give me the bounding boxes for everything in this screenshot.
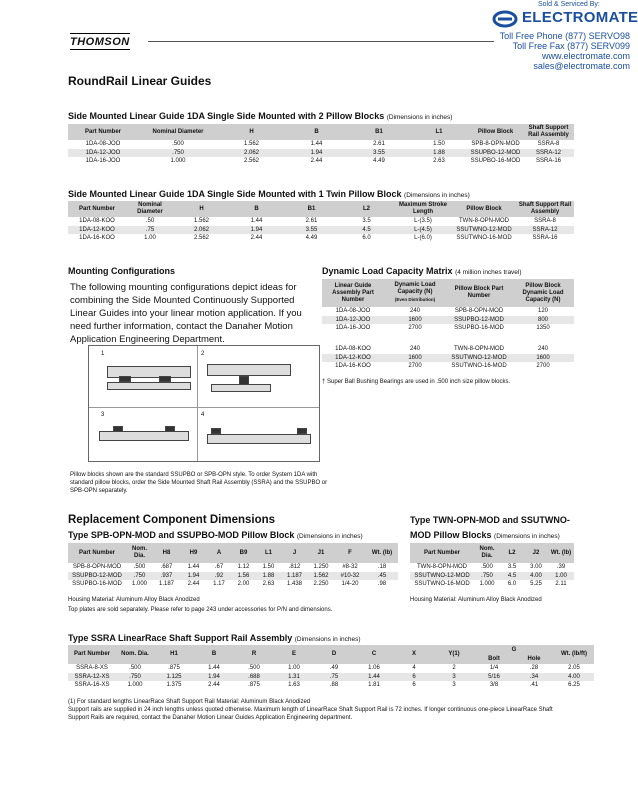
table-cell: 1.06 [368, 665, 380, 671]
table-cell: 2700 [408, 325, 422, 331]
column-header: Pillow Block Dynamic Load Capacity (N) [512, 279, 574, 307]
table-cell: 6.0 [507, 581, 517, 587]
table-cell: 1.17 [213, 581, 225, 587]
table-cell: .88 [329, 682, 339, 688]
table-cell: 1DA-08-JOO [85, 141, 121, 147]
column-header: F [334, 543, 366, 563]
table-row [68, 563, 398, 572]
table-cell: 1DA-12-KOO [322, 354, 384, 363]
table-cell: 6.0 [362, 235, 371, 241]
table-cell: 1.94 [285, 149, 348, 158]
table-cell: 3.5 [362, 218, 371, 224]
column-header: H8 [153, 543, 180, 563]
config-sketch [113, 426, 123, 432]
column-header: X [394, 645, 434, 664]
table-cell: 2.61 [373, 141, 385, 147]
table-header-row [68, 645, 594, 655]
column-header: J2 [524, 543, 548, 563]
twin-subtitle: MOD Pillow Blocks (Dimensions in inches) [410, 530, 560, 540]
housing-note: Housing Material: Aluminum Alloy Black Anodized [68, 597, 200, 603]
table-cell: .687 [160, 564, 173, 570]
electromate-swirl-icon [492, 9, 518, 29]
table-cell: 1.250 [313, 564, 329, 570]
table-cell: 1.44 [354, 673, 394, 682]
ssra-title: Type SSRA LinearRace Shaft Support Rail Assembly (Dimensions in inches) [68, 633, 361, 643]
table-cell: 1.125 [154, 673, 194, 682]
table-cell: 2.562 [193, 235, 209, 241]
table-cell: .67 [214, 564, 224, 570]
table-cell: .750 [126, 572, 153, 581]
table-cell: 4 [412, 665, 416, 671]
table-cell: 3.5 [507, 564, 517, 570]
table-row [68, 572, 398, 581]
table-cell: 4.5 [500, 572, 524, 581]
column-header: B1 [348, 124, 410, 140]
table-cell: .18 [377, 564, 387, 570]
table-cell: 1/4 [489, 665, 499, 671]
table-row [322, 345, 574, 354]
table-cell: 1.12 [237, 564, 250, 570]
column-header: Nom. Dia. [116, 645, 154, 664]
thomson-logo: THOMSON [70, 36, 130, 48]
table-row [68, 664, 594, 673]
replacement-title: Replacement Component Dimensions [68, 514, 276, 526]
table-cell: SSUPBO-12-MOD [446, 316, 512, 325]
table-cell: 1.000 [170, 158, 186, 164]
table-cell: 1.88 [410, 149, 468, 158]
config-sketch [211, 428, 221, 434]
column-header: H1 [154, 645, 194, 664]
table-cell: SSUTWNO-16-MOD [414, 581, 470, 587]
table-cell: 120 [537, 308, 548, 314]
ssra-table [68, 645, 594, 690]
table-cell: 1600 [384, 316, 446, 325]
table-cell: 4.00 [524, 572, 548, 581]
table-cell: 2.250 [313, 581, 329, 587]
table-cell: .50 [145, 218, 155, 224]
table-cell: 1.81 [368, 682, 380, 688]
table-cell: SSRA-12 [523, 149, 574, 158]
config-label: 4 [201, 412, 205, 418]
table-cell: SSUTWNO-12-MOD [452, 226, 516, 235]
column-header: Pillow Block Part Number [446, 279, 512, 307]
table-cell: 2.63 [433, 158, 445, 164]
page-title: RoundRail Linear Guides [68, 74, 212, 88]
table-row [322, 324, 574, 333]
column-header: H [218, 124, 285, 140]
config-sketch [207, 434, 311, 444]
twin-table [410, 543, 574, 589]
config-sketch [211, 384, 271, 392]
ssra-footnote-1: (1) For standard lengths LinearRace Shaft Support Rail Material: Aluminum Black Anodized [68, 699, 311, 705]
dynamic-title: Dynamic Load Capacity Matrix (4 million inches travel) [322, 266, 522, 276]
table-cell: 1DA-16-KOO [79, 235, 115, 241]
table-cell: 1DA-12-KOO [68, 226, 126, 235]
config-sketch [207, 364, 291, 376]
dynamic-footnote: † Super Ball Bushing Bearings are used in .500 inch size pillow blocks. [322, 379, 511, 385]
ssra-footnote-2: Support rails are supplied in 24 inch lengths unless quoted otherwise. Maximum length of LinearRace Shaft Support Rail is 72 inches. If longer continuous one-piece LinearRace Shaft Support Rails are required, contact the Danaher Motion Linear Guides Application Engineering department. [68, 707, 553, 721]
table-cell: SSRA-12 [516, 226, 574, 235]
table-cell: 1.50 [433, 141, 445, 147]
table-cell: 2.05 [568, 665, 580, 671]
mounting-caption: Pillow blocks shown are the standard SSUPBO or SPB-OPN style. To order System 1DA with standard pillow blocks, order the Side Mounted Shaft Rail Assembly (SSRA) and the SSUPBO or SPB-OPN separately. [70, 472, 328, 494]
fax-text: Toll Free Fax (877) SERV099 [512, 41, 630, 51]
config-sketch [297, 428, 307, 434]
column-header: Bolt [474, 655, 514, 664]
column-header: R [234, 645, 274, 664]
table-cell: .688 [234, 673, 274, 682]
mounting-title: Mounting Configurations [68, 266, 175, 276]
column-header: J [281, 543, 308, 563]
table-cell: 240 [409, 346, 420, 352]
electromate-logo [492, 9, 638, 29]
table-cell: 1DA-12-JOO [322, 316, 384, 325]
table-cell: 1.94 [194, 673, 234, 682]
table-cell: 3.00 [530, 564, 542, 570]
table-cell: .500 [481, 564, 493, 570]
table-cell: 1600 [384, 354, 446, 363]
table-cell: 1.000 [131, 581, 147, 587]
column-header: G [474, 645, 554, 655]
table-cell: .49 [329, 665, 339, 671]
table-cell: .41 [529, 682, 539, 688]
table-header-row [68, 543, 398, 563]
table-cell: 1DA-16-JOO [335, 325, 371, 331]
table-cell: .937 [153, 572, 180, 581]
table-row [322, 307, 574, 316]
config-sketch [107, 382, 191, 390]
dynamic-table [322, 279, 574, 333]
table-cell: .750 [138, 149, 218, 158]
table-cell: 1.88 [256, 572, 281, 581]
table-header-row [322, 279, 574, 307]
table-cell: SSUPBO-16-MOD [72, 581, 122, 587]
table-cell: 1.438 [286, 581, 302, 587]
table-cell: 4.5 [339, 226, 394, 235]
table-cell: 1DA-08-JOO [335, 308, 371, 314]
table-cell: 6 [394, 673, 434, 682]
table-cell: .500 [172, 141, 184, 147]
table-cell: SSUTWNO-16-MOD [456, 235, 512, 241]
table-cell: 1600 [512, 354, 574, 363]
table-cell: 6.25 [568, 682, 580, 688]
table-cell: 1.562 [308, 572, 334, 581]
table-cell: SSUTWNO-12-MOD [410, 572, 474, 581]
table-cell: SPB-8-OPN-MOD [471, 141, 520, 147]
table-cell: L-(4.5) [394, 226, 452, 235]
table-row [68, 226, 574, 235]
table-row [68, 217, 574, 226]
column-header: D [314, 645, 354, 664]
table-cell: 5.25 [530, 581, 542, 587]
table-cell: TWN-8-OPN-MOD [417, 564, 467, 570]
table-cell: 240 [537, 346, 548, 352]
table-cell: 1.31 [274, 673, 314, 682]
table-cell: 2.61 [305, 218, 318, 224]
table-cell: SSUPBO-16-MOD [470, 158, 521, 164]
table-cell: .875 [248, 682, 260, 688]
table-cell: 1.94 [229, 226, 284, 235]
table-cell: 1/4-20 [341, 581, 359, 587]
table-row [410, 563, 574, 572]
table-cell: 2.562 [243, 158, 259, 164]
column-header: Pillow Block [452, 201, 516, 217]
table-cell: 1.44 [250, 218, 263, 224]
table-cell: 1.375 [166, 682, 182, 688]
column-header: Nom. Dia. [474, 543, 500, 563]
table-cell: 1.00 [548, 572, 574, 581]
contact-block [500, 31, 630, 71]
table-cell: SPB-8-OPN-MOD [454, 308, 504, 314]
config-label: 1 [101, 351, 105, 357]
table-cell: 1.63 [288, 682, 300, 688]
table-cell: 3 [434, 673, 474, 682]
column-header: B [285, 124, 348, 140]
table-cell: 3.55 [284, 226, 339, 235]
column-header: Part Number [410, 543, 474, 563]
table-row [68, 580, 398, 589]
table-cell: SSRA-16 [532, 235, 558, 241]
table-row [68, 140, 574, 149]
table-cell: 1.187 [158, 581, 174, 587]
table-cell: .812 [288, 564, 301, 570]
column-header: J1 [308, 543, 334, 563]
twin-title: Type TWN-OPN-MOD and SSUTWNO- [410, 515, 570, 525]
column-header: B1 [284, 201, 339, 217]
table-cell: 3 [452, 682, 456, 688]
column-header: Part Number [68, 645, 116, 664]
column-header: Part Number [68, 201, 126, 217]
table-cell: 2.062 [218, 149, 285, 158]
table-cell: L-(3.5) [414, 218, 432, 224]
column-header: Hole [514, 655, 554, 664]
table-cell: L-(6.0) [414, 235, 432, 241]
column-header: Maximum Stroke Length [394, 201, 452, 217]
header-rule [148, 41, 494, 42]
column-header: C [354, 645, 394, 664]
table-cell: SSRA-16 [535, 158, 561, 164]
table-cell: 1.00 [288, 665, 300, 671]
table-cell: .98 [377, 581, 387, 587]
column-header: Shaft Support Rail Assembly [523, 124, 574, 140]
column-header: Pillow Block [468, 124, 523, 140]
table-cell: 6 [412, 682, 416, 688]
table-cell: SSRA-8 [537, 141, 560, 147]
table2 [68, 201, 574, 243]
table-cell: 800 [512, 316, 574, 325]
email-link[interactable]: sales@electromate.com [533, 61, 630, 71]
table-row [68, 149, 574, 158]
table-cell: 4.49 [373, 158, 385, 164]
table-cell: TWN-8-OPN-MOD [454, 346, 504, 352]
table-cell: 3/8 [489, 682, 499, 688]
table-cell: 1.44 [208, 665, 220, 671]
table-row [68, 681, 594, 690]
table-row [322, 362, 574, 371]
phone-text: Toll Free Phone (877) SERVO98 [499, 31, 630, 41]
table-cell: 1.562 [193, 218, 209, 224]
column-header: L2 [500, 543, 524, 563]
table-cell: 2.44 [187, 581, 200, 587]
replacement-subtitle: Type SPB-OPN-MOD and SSUPBO-MOD Pillow Block (Dimensions in inches) [68, 530, 363, 540]
column-header: B9 [231, 543, 256, 563]
table2-title: Side Mounted Linear Guide 1DA Single Side Mounted with 1 Twin Pillow Block (Dimensions in inches) [68, 189, 470, 199]
table-header-row [68, 124, 574, 140]
table-cell: .500 [133, 564, 146, 570]
table-cell: SSRA-12-XS [68, 673, 116, 682]
table-cell: .92 [207, 572, 231, 581]
column-header: Y(1) [434, 645, 474, 664]
table-cell: 2700 [536, 363, 550, 369]
column-header: Nominal Diameter [126, 201, 174, 217]
table-cell: SSUPBO-16-MOD [454, 325, 504, 331]
twin-housing-note: Housing Material: Aluminum Alloy Black Anodized [410, 597, 542, 603]
table-cell: 1.44 [187, 564, 200, 570]
mounting-diagram [88, 345, 320, 462]
table-cell: 1DA-16-KOO [335, 363, 371, 369]
topplates-note: Top plates are sold separately. Please refer to page 243 under accessories for P/N and dimensions. [68, 607, 333, 613]
web-link[interactable]: www.electromate.com [541, 51, 630, 61]
column-header: Wt. (lb) [548, 543, 574, 563]
config-sketch [99, 431, 189, 441]
table-cell: 240 [409, 308, 420, 314]
table-cell: .750 [474, 572, 500, 581]
table-cell: 2.44 [208, 682, 220, 688]
table-cell: .875 [168, 665, 180, 671]
column-header: Shaft Support Rail Assembly [516, 201, 574, 217]
table-row [68, 234, 574, 243]
column-header: Part Number [68, 543, 126, 563]
column-header: L1 [256, 543, 281, 563]
table-cell: 2700 [408, 363, 422, 369]
table-cell: 1.000 [127, 682, 143, 688]
replacement-table [68, 543, 398, 589]
table-cell: 1350 [536, 325, 550, 331]
table-row [68, 157, 574, 166]
table1 [68, 124, 574, 166]
table-cell: .75 [314, 673, 354, 682]
table-cell: 5/16 [474, 673, 514, 682]
table-cell: SSUTWNO-12-MOD [446, 354, 512, 363]
mounting-text: The following mounting configurations depict ideas for combining the Side Mounted Continuously Supported Linear Guides into your linear motion application. If you need further information, contact the Danaher Motion Application Engineering Department. [70, 282, 302, 345]
table-cell: .750 [116, 673, 154, 682]
table-cell: 1DA-12-JOO [68, 149, 138, 158]
table-cell: 2.44 [250, 235, 263, 241]
sold-by-label: Sold & Serviced By: [538, 1, 600, 8]
table-cell: 2 [452, 665, 456, 671]
table-cell: 2.062 [174, 226, 229, 235]
table-cell: .75 [126, 226, 174, 235]
table-row [322, 316, 574, 325]
table-cell: .500 [129, 665, 141, 671]
table-cell: SPB-8-OPN-MOD [72, 564, 122, 570]
table-cell: 2.63 [262, 581, 275, 587]
column-header: B [194, 645, 234, 664]
column-header: Nom. Dia. [126, 543, 153, 563]
table-cell: 1DA-16-JOO [85, 158, 121, 164]
table-cell: 1.56 [231, 572, 256, 581]
table1-title: Side Mounted Linear Guide 1DA Single Side Mounted with 2 Pillow Blocks (Dimensions in inches) [68, 111, 453, 121]
table-cell: SSRA-8-XS [76, 665, 108, 671]
column-header: E [274, 645, 314, 664]
column-header: Nominal Diameter [138, 124, 218, 140]
table-cell: 1.562 [243, 141, 259, 147]
table-cell: SSRA-8 [534, 218, 556, 224]
table-cell: SSRA-16-XS [74, 682, 110, 688]
table-cell: 1.187 [281, 572, 308, 581]
table-cell: .500 [248, 665, 260, 671]
table-cell: TWN-8-OPN-MOD [459, 218, 509, 224]
table-header-row [410, 543, 574, 563]
table-row [322, 354, 574, 363]
dynamic-table-twin [322, 345, 574, 371]
column-header: H [174, 201, 229, 217]
column-header: Linear Guide Assembly Part Number [322, 279, 384, 307]
table-row [410, 580, 574, 589]
column-header: H9 [180, 543, 207, 563]
table-cell: .34 [514, 673, 554, 682]
table-cell: SSUPBO-12-MOD [468, 149, 523, 158]
table-cell: .28 [529, 665, 539, 671]
table-cell: 1.000 [479, 581, 495, 587]
config-label: 2 [201, 351, 205, 357]
column-header: Wt. (lb/ft) [554, 645, 594, 664]
table-cell: 2.00 [237, 581, 250, 587]
table-cell: 4.00 [554, 673, 594, 682]
table-header-row [68, 201, 574, 217]
config-label: 3 [101, 412, 105, 418]
electromate-wordmark: ELECTROMATE [522, 9, 638, 26]
table-cell: SSUTWNO-16-MOD [451, 363, 507, 369]
table-cell: 2.11 [555, 581, 567, 587]
config-sketch [165, 426, 175, 432]
table-cell: 1.44 [310, 141, 323, 147]
table-cell: .39 [556, 564, 566, 570]
table-cell: 4.49 [305, 235, 318, 241]
table-cell: 2.44 [310, 158, 323, 164]
table-row [410, 572, 574, 581]
table-cell: .45 [366, 572, 398, 581]
column-header: Dynamic Load Capacity (N) (Even Distribution) [384, 279, 446, 307]
column-header: A [207, 543, 231, 563]
table-cell: 1DA-08-KOO [79, 218, 115, 224]
table-cell: 3.55 [348, 149, 410, 158]
table-cell: 1.50 [262, 564, 275, 570]
table-cell: 1DA-08-KOO [335, 346, 371, 352]
table-cell: #10-32 [334, 572, 366, 581]
table-row [68, 673, 594, 682]
column-header: L2 [339, 201, 394, 217]
table-cell: 1.00 [144, 235, 156, 241]
table-cell: #8-32 [342, 564, 358, 570]
table-cell: SSUPBO-12-MOD [68, 572, 126, 581]
column-header: L1 [410, 124, 468, 140]
column-header: Part Number [68, 124, 138, 140]
table-cell: 1.94 [180, 572, 207, 581]
column-header: B [229, 201, 284, 217]
column-header: Wt. (lb) [366, 543, 398, 563]
